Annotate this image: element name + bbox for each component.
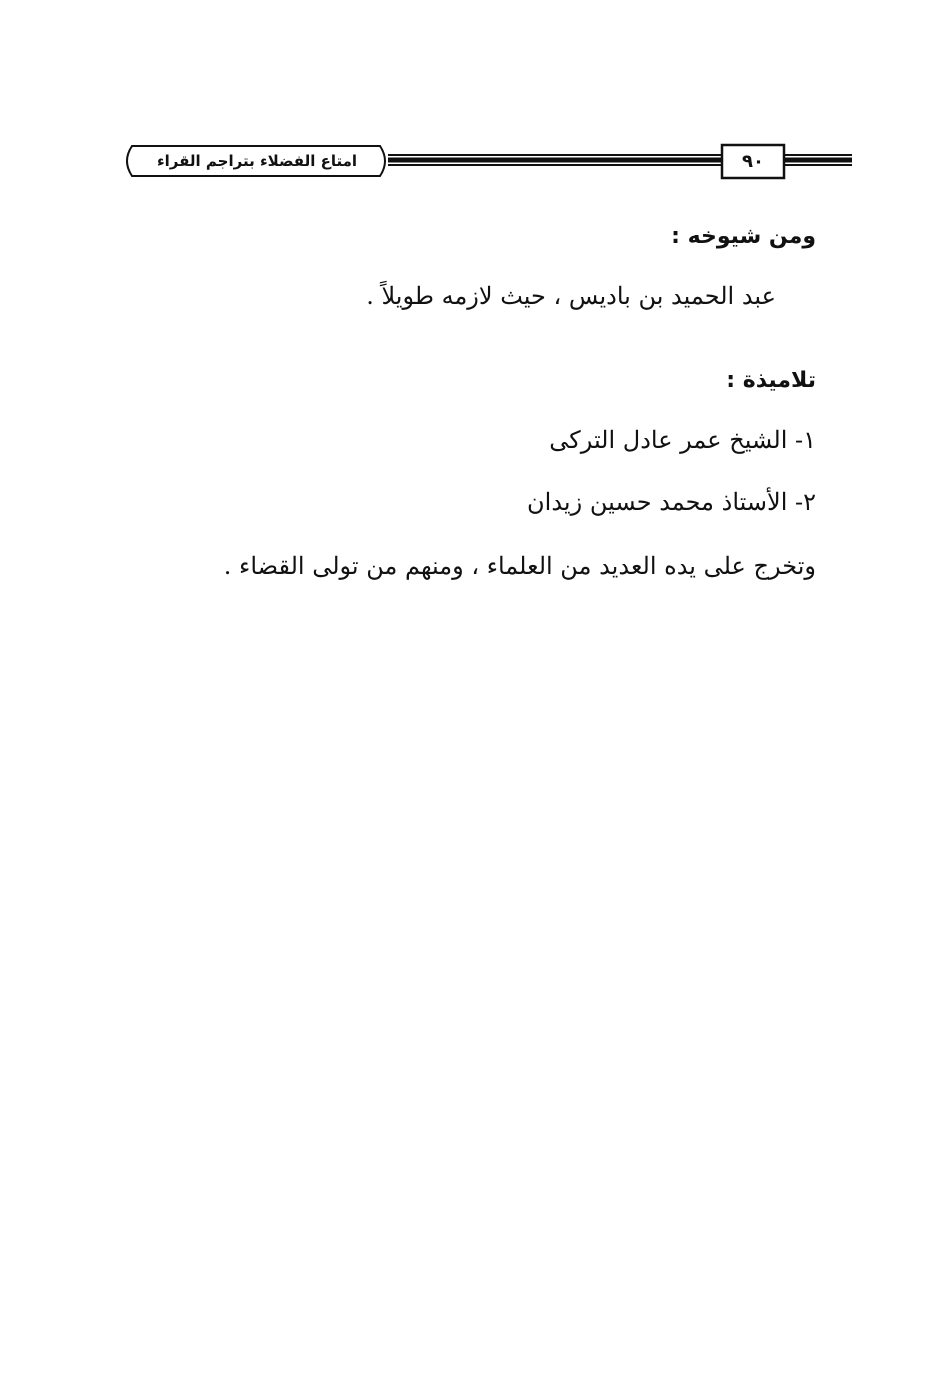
book-title: امتاع الفضلاء بتراجم القراء xyxy=(156,152,358,170)
teachers-heading: ومن شيوخه : xyxy=(671,224,816,249)
student-item: ٢- الأستاذ محمد حسين زيدان xyxy=(527,488,816,516)
teachers-text: عبد الحميد بن باديس ، حيث لازمه طويلاً . xyxy=(366,282,776,310)
page-header xyxy=(118,142,854,182)
students-heading: تلاميذة : xyxy=(726,368,816,393)
page-number: ٩٠ xyxy=(742,151,764,172)
closing-paragraph: وتخرج على يده العديد من العلماء ، ومنهم من تولى القضاء . xyxy=(223,552,816,580)
student-item: ١- الشيخ عمر عادل التركى xyxy=(549,426,816,454)
